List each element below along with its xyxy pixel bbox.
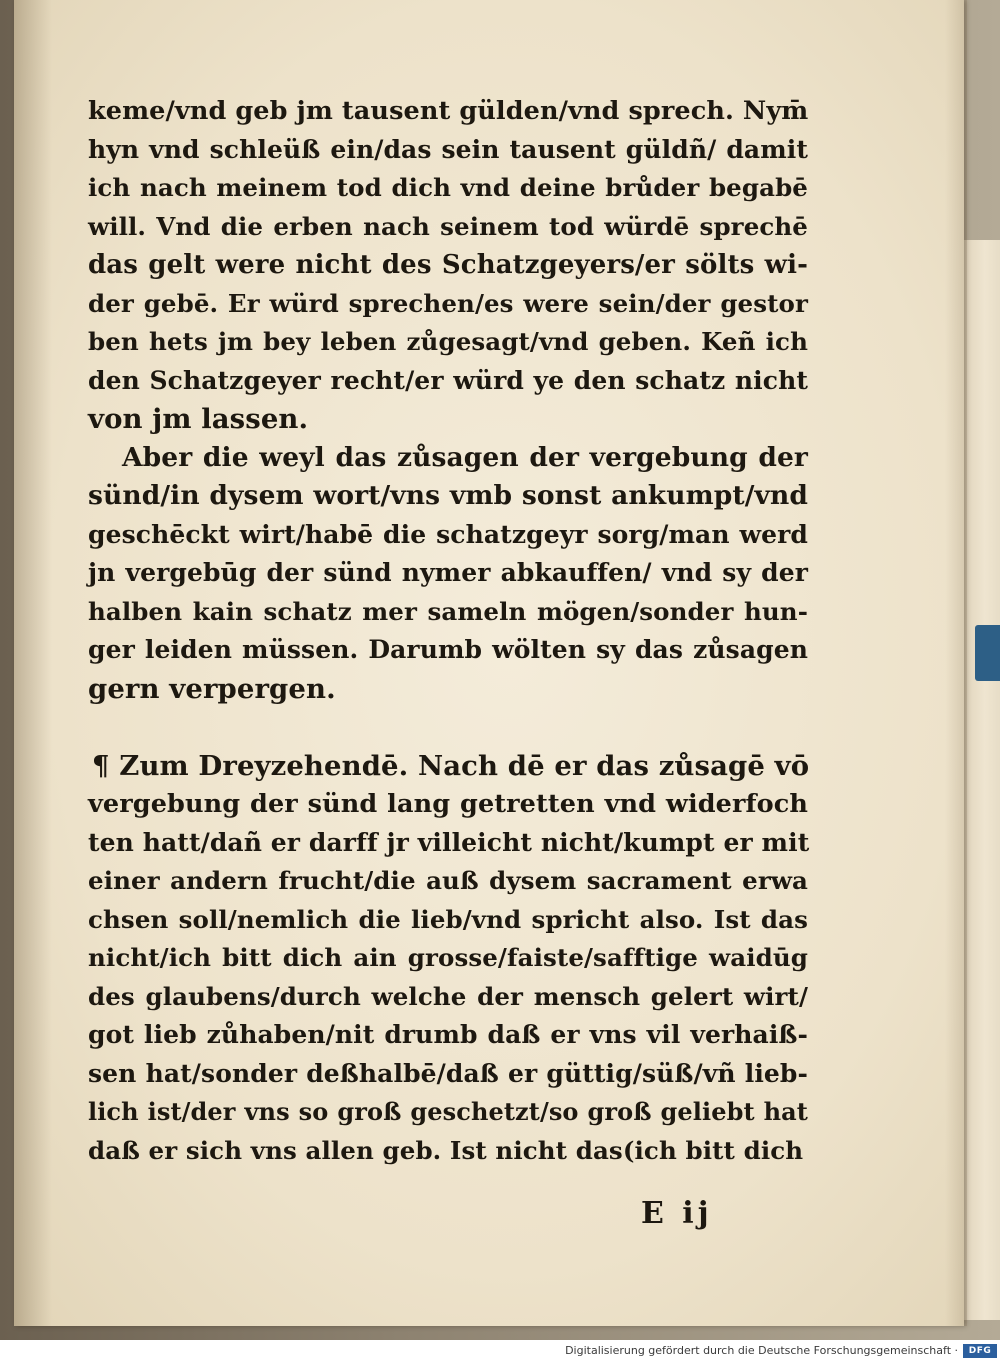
text-line: sünd/in dysem wort/vns vmb sonst ankumpt/vnd [88, 480, 808, 511]
text-line: vergebung der sünd lang getretten vnd widerfoch [88, 789, 808, 819]
page-edge-shadow [945, 0, 967, 1326]
text-line: den Schatzgeyer recht/er würd ye den schatz nicht [88, 365, 808, 395]
paragraph [88, 92, 808, 439]
footer-bar [0, 1340, 1000, 1362]
text-line: geschēckt wirt/habē die schatzgeyr sorg/man werd [88, 519, 808, 549]
text-line: sen hat/sonder deßhalbē/daß er güttig/süß/vñ lieb- [88, 1058, 808, 1088]
funding-credit: Digitalisierung gefördert durch die Deutsche Forschungsgemeinschaft · [565, 1344, 958, 1357]
text-line: hyn vnd schleüß ein/das sein tausent güldñ/ damit [88, 134, 808, 164]
text-line: lich ist/der vns so groß geschetzt/so groß geliebt hat [88, 1097, 808, 1126]
signature-mark: E ij [641, 1196, 713, 1231]
text-line: got lieb zůhaben/nit drumb daß er vns vil verhaiß- [88, 1020, 808, 1049]
text-line: das gelt were nicht des Schatzgeyers/er sölts wi- [88, 250, 808, 280]
paragraph-gap [88, 708, 808, 747]
blue-tab-marker [975, 625, 1000, 681]
text-line: halben kain schatz mer sameln mögen/sonder hun- [88, 596, 808, 626]
text-line: ich nach meinem tod dich vnd deine brůder begabē [88, 173, 808, 202]
dfg-logo: DFG [963, 1344, 997, 1358]
text-line: einer andern frucht/die auß dysem sacrament erwa [88, 866, 808, 895]
text-line: ¶ Zum Dreyzehendē. Nach dē er das zůsagē vō [92, 749, 810, 782]
text-line: daß er sich vns allen geb. Ist nicht das(ich bitt dich [88, 1135, 804, 1165]
text-line: ben hets jm bey leben zůgesagt/vnd geben. Keñ ich [88, 327, 808, 356]
text-line: jn vergebūg der sünd nymer abkauffen/ vnd sy der [88, 558, 808, 587]
text-line: gern verpergen. [88, 672, 336, 705]
text-line: keme/vnd geb jm tausent gülden/vnd sprech. Nym̄ [88, 96, 809, 126]
paragraph [88, 747, 808, 1171]
text-line: des glaubens/durch welche der mensch gelert wirt/ [88, 981, 808, 1011]
text-line: will. Vnd die erben nach seinem tod würdē sprechē [88, 211, 808, 241]
text-line: ten hatt/dañ er darff jr villeicht nicht/kumpt er mit [88, 827, 810, 857]
text-line: der gebē. Er würd sprechen/es were sein/der gestor [88, 288, 808, 318]
text-line: Aber die weyl das zůsagen der vergebung der [122, 441, 808, 473]
paragraph [88, 439, 808, 709]
text-line: chsen soll/nemlich die lieb/vnd spricht also. Ist das [88, 904, 808, 934]
spine-shadow [14, 0, 52, 1326]
text-line: ger leiden müssen. Darumb wölten sy das zůsagen [88, 635, 808, 664]
page-text-block [88, 92, 808, 1170]
text-line: nicht/ich bitt dich ain grosse/faiste/safftige waidūg [88, 943, 808, 972]
text-line: von jm lassen. [88, 403, 309, 435]
